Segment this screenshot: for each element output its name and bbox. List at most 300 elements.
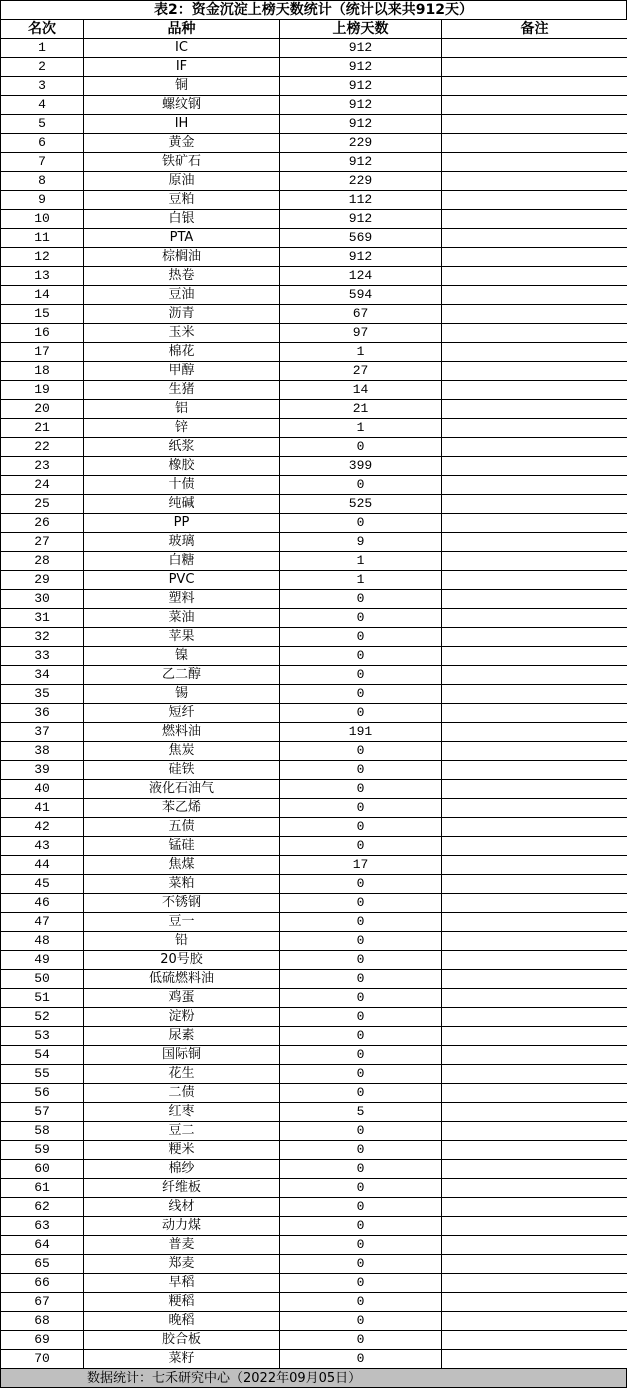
table-row bbox=[1, 457, 627, 476]
days-cell: 0 bbox=[280, 628, 442, 647]
note-cell bbox=[442, 837, 627, 856]
days-cell: 0 bbox=[280, 1198, 442, 1217]
rank-cell: 1 bbox=[1, 39, 84, 58]
rank-cell: 28 bbox=[1, 552, 84, 571]
note-cell bbox=[442, 1179, 627, 1198]
note-cell bbox=[442, 476, 627, 495]
product-cell: 铝 bbox=[84, 400, 280, 419]
days-cell: 67 bbox=[280, 305, 442, 324]
note-cell bbox=[442, 913, 627, 932]
days-cell: 0 bbox=[280, 1293, 442, 1312]
days-cell: 21 bbox=[280, 400, 442, 419]
note-cell bbox=[442, 666, 627, 685]
days-cell: 0 bbox=[280, 989, 442, 1008]
note-cell bbox=[442, 1274, 627, 1293]
rank-cell: 52 bbox=[1, 1008, 84, 1027]
product-cell: PTA bbox=[84, 229, 280, 248]
product-cell: 鸡蛋 bbox=[84, 989, 280, 1008]
note-cell bbox=[442, 134, 627, 153]
product-cell: 橡胶 bbox=[84, 457, 280, 476]
table-row bbox=[1, 1217, 627, 1236]
note-cell bbox=[442, 533, 627, 552]
table-row bbox=[1, 438, 627, 457]
rank-cell: 31 bbox=[1, 609, 84, 628]
table-row bbox=[1, 552, 627, 571]
product-cell: 焦煤 bbox=[84, 856, 280, 875]
rank-cell: 60 bbox=[1, 1160, 84, 1179]
rank-cell: 40 bbox=[1, 780, 84, 799]
table-row bbox=[1, 1293, 627, 1312]
table-row bbox=[1, 666, 627, 685]
product-cell: 白银 bbox=[84, 210, 280, 229]
days-cell: 124 bbox=[280, 267, 442, 286]
note-cell bbox=[442, 324, 627, 343]
note-cell bbox=[442, 210, 627, 229]
table-row bbox=[1, 1255, 627, 1274]
table-row bbox=[1, 115, 627, 134]
product-cell: 淀粉 bbox=[84, 1008, 280, 1027]
rank-cell: 39 bbox=[1, 761, 84, 780]
note-cell bbox=[442, 1084, 627, 1103]
days-cell: 0 bbox=[280, 818, 442, 837]
product-cell: 低硫燃料油 bbox=[84, 970, 280, 989]
days-cell: 0 bbox=[280, 476, 442, 495]
table-row bbox=[1, 704, 627, 723]
note-cell bbox=[442, 932, 627, 951]
days-cell: 0 bbox=[280, 666, 442, 685]
days-cell: 0 bbox=[280, 704, 442, 723]
rank-cell: 13 bbox=[1, 267, 84, 286]
table-row bbox=[1, 780, 627, 799]
days-cell: 0 bbox=[280, 1255, 442, 1274]
note-cell bbox=[442, 153, 627, 172]
rank-cell: 38 bbox=[1, 742, 84, 761]
rank-cell: 47 bbox=[1, 913, 84, 932]
days-cell: 0 bbox=[280, 951, 442, 970]
rank-cell: 12 bbox=[1, 248, 84, 267]
table-row bbox=[1, 324, 627, 343]
table-row bbox=[1, 1122, 627, 1141]
rank-cell: 62 bbox=[1, 1198, 84, 1217]
rank-cell: 27 bbox=[1, 533, 84, 552]
note-cell bbox=[442, 457, 627, 476]
note-cell bbox=[442, 305, 627, 324]
product-cell: 粳稻 bbox=[84, 1293, 280, 1312]
note-cell bbox=[442, 419, 627, 438]
table-row bbox=[1, 77, 627, 96]
product-cell: 豆二 bbox=[84, 1122, 280, 1141]
table-row bbox=[1, 742, 627, 761]
note-cell bbox=[442, 96, 627, 115]
rank-cell: 69 bbox=[1, 1331, 84, 1350]
table-row bbox=[1, 58, 627, 77]
rank-cell: 32 bbox=[1, 628, 84, 647]
product-cell: 苹果 bbox=[84, 628, 280, 647]
table-row bbox=[1, 400, 627, 419]
note-cell bbox=[442, 172, 627, 191]
table-row bbox=[1, 970, 627, 989]
days-cell: 0 bbox=[280, 970, 442, 989]
note-cell bbox=[442, 780, 627, 799]
rank-cell: 35 bbox=[1, 685, 84, 704]
rank-cell: 67 bbox=[1, 1293, 84, 1312]
rank-cell: 64 bbox=[1, 1236, 84, 1255]
rank-cell: 20 bbox=[1, 400, 84, 419]
product-cell: 菜粕 bbox=[84, 875, 280, 894]
note-cell bbox=[442, 552, 627, 571]
note-cell bbox=[442, 894, 627, 913]
table-row bbox=[1, 248, 627, 267]
note-cell bbox=[442, 1141, 627, 1160]
rank-cell: 4 bbox=[1, 96, 84, 115]
table-row bbox=[1, 818, 627, 837]
note-cell bbox=[442, 1293, 627, 1312]
note-cell bbox=[442, 1027, 627, 1046]
rank-cell: 24 bbox=[1, 476, 84, 495]
product-cell: 二债 bbox=[84, 1084, 280, 1103]
rank-cell: 6 bbox=[1, 134, 84, 153]
days-cell: 0 bbox=[280, 780, 442, 799]
days-cell: 0 bbox=[280, 1160, 442, 1179]
product-cell: 国际铜 bbox=[84, 1046, 280, 1065]
note-cell bbox=[442, 1103, 627, 1122]
note-cell bbox=[442, 742, 627, 761]
rank-cell: 7 bbox=[1, 153, 84, 172]
rank-cell: 5 bbox=[1, 115, 84, 134]
table-row bbox=[1, 1179, 627, 1198]
note-cell bbox=[442, 362, 627, 381]
product-cell: 硅铁 bbox=[84, 761, 280, 780]
table-row bbox=[1, 951, 627, 970]
product-cell: 棉花 bbox=[84, 343, 280, 362]
product-cell: 锰硅 bbox=[84, 837, 280, 856]
days-cell: 191 bbox=[280, 723, 442, 742]
note-cell bbox=[442, 77, 627, 96]
days-cell: 0 bbox=[280, 837, 442, 856]
table-row bbox=[1, 305, 627, 324]
days-cell: 912 bbox=[280, 153, 442, 172]
rank-cell: 30 bbox=[1, 590, 84, 609]
product-cell: PP bbox=[84, 514, 280, 533]
table-row bbox=[1, 1331, 627, 1350]
note-cell bbox=[442, 647, 627, 666]
rank-cell: 66 bbox=[1, 1274, 84, 1293]
days-cell: 0 bbox=[280, 1046, 442, 1065]
rank-cell: 56 bbox=[1, 1084, 84, 1103]
days-cell: 17 bbox=[280, 856, 442, 875]
table-row bbox=[1, 1141, 627, 1160]
note-cell bbox=[442, 343, 627, 362]
table-title: 表2：资金沉淀上榜天数统计（统计以来共912天） bbox=[0, 0, 627, 19]
rank-cell: 48 bbox=[1, 932, 84, 951]
note-cell bbox=[442, 286, 627, 305]
note-cell bbox=[442, 856, 627, 875]
note-cell bbox=[442, 438, 627, 457]
product-cell: 菜油 bbox=[84, 609, 280, 628]
header-product: 品种 bbox=[84, 20, 280, 39]
table-row bbox=[1, 1274, 627, 1293]
days-cell: 0 bbox=[280, 438, 442, 457]
note-cell bbox=[442, 609, 627, 628]
product-cell: PVC bbox=[84, 571, 280, 590]
rank-cell: 55 bbox=[1, 1065, 84, 1084]
product-cell: 郑麦 bbox=[84, 1255, 280, 1274]
table-row bbox=[1, 609, 627, 628]
rank-cell: 22 bbox=[1, 438, 84, 457]
days-cell: 0 bbox=[280, 1331, 442, 1350]
table-row bbox=[1, 172, 627, 191]
product-cell: 液化石油气 bbox=[84, 780, 280, 799]
product-cell: 不锈钢 bbox=[84, 894, 280, 913]
product-cell: 花生 bbox=[84, 1065, 280, 1084]
product-cell: 红枣 bbox=[84, 1103, 280, 1122]
days-cell: 525 bbox=[280, 495, 442, 514]
table-row bbox=[1, 761, 627, 780]
rank-cell: 43 bbox=[1, 837, 84, 856]
rank-cell: 54 bbox=[1, 1046, 84, 1065]
rank-cell: 59 bbox=[1, 1141, 84, 1160]
days-cell: 0 bbox=[280, 761, 442, 780]
rank-cell: 50 bbox=[1, 970, 84, 989]
table-row bbox=[1, 1065, 627, 1084]
product-cell: 粳米 bbox=[84, 1141, 280, 1160]
table-row bbox=[1, 913, 627, 932]
header-days: 上榜天数 bbox=[280, 20, 442, 39]
table-row bbox=[1, 875, 627, 894]
days-cell: 912 bbox=[280, 96, 442, 115]
note-cell bbox=[442, 1046, 627, 1065]
product-cell: 热卷 bbox=[84, 267, 280, 286]
product-cell: 豆粕 bbox=[84, 191, 280, 210]
table-row bbox=[1, 96, 627, 115]
table-row bbox=[1, 856, 627, 875]
days-cell: 912 bbox=[280, 248, 442, 267]
table-row bbox=[1, 381, 627, 400]
days-cell: 0 bbox=[280, 1350, 442, 1369]
table-row bbox=[1, 1236, 627, 1255]
rank-cell: 68 bbox=[1, 1312, 84, 1331]
days-cell: 229 bbox=[280, 172, 442, 191]
days-cell: 112 bbox=[280, 191, 442, 210]
table-row bbox=[1, 685, 627, 704]
rank-cell: 14 bbox=[1, 286, 84, 305]
rank-cell: 70 bbox=[1, 1350, 84, 1369]
product-cell: 锌 bbox=[84, 419, 280, 438]
note-cell bbox=[442, 1236, 627, 1255]
table-row bbox=[1, 533, 627, 552]
note-cell bbox=[442, 761, 627, 780]
note-cell bbox=[442, 951, 627, 970]
note-cell bbox=[442, 590, 627, 609]
rank-cell: 3 bbox=[1, 77, 84, 96]
days-cell: 0 bbox=[280, 913, 442, 932]
table-row bbox=[1, 210, 627, 229]
product-cell: 塑料 bbox=[84, 590, 280, 609]
table-row bbox=[1, 837, 627, 856]
rank-cell: 25 bbox=[1, 495, 84, 514]
note-cell bbox=[442, 495, 627, 514]
days-cell: 0 bbox=[280, 1141, 442, 1160]
days-cell: 594 bbox=[280, 286, 442, 305]
header-rank: 名次 bbox=[1, 20, 84, 39]
rank-cell: 16 bbox=[1, 324, 84, 343]
table-row bbox=[1, 419, 627, 438]
table-row bbox=[1, 267, 627, 286]
product-cell: 甲醇 bbox=[84, 362, 280, 381]
product-cell: 纯碱 bbox=[84, 495, 280, 514]
table-row bbox=[1, 153, 627, 172]
rank-cell: 17 bbox=[1, 343, 84, 362]
product-cell: 棕榈油 bbox=[84, 248, 280, 267]
rank-cell: 58 bbox=[1, 1122, 84, 1141]
note-cell bbox=[442, 628, 627, 647]
table-row bbox=[1, 628, 627, 647]
table-row bbox=[1, 134, 627, 153]
note-cell bbox=[442, 1331, 627, 1350]
note-cell bbox=[442, 267, 627, 286]
product-cell: 五债 bbox=[84, 818, 280, 837]
days-cell: 0 bbox=[280, 1008, 442, 1027]
table-row bbox=[1, 1350, 627, 1369]
rank-cell: 57 bbox=[1, 1103, 84, 1122]
rank-cell: 49 bbox=[1, 951, 84, 970]
rank-cell: 26 bbox=[1, 514, 84, 533]
table-row bbox=[1, 514, 627, 533]
days-cell: 399 bbox=[280, 457, 442, 476]
note-cell bbox=[442, 799, 627, 818]
product-cell: 豆一 bbox=[84, 913, 280, 932]
product-cell: 早稻 bbox=[84, 1274, 280, 1293]
table-row bbox=[1, 476, 627, 495]
note-cell bbox=[442, 514, 627, 533]
table-row bbox=[1, 723, 627, 742]
product-cell: 20号胶 bbox=[84, 951, 280, 970]
table-row bbox=[1, 191, 627, 210]
rank-cell: 11 bbox=[1, 229, 84, 248]
rank-cell: 44 bbox=[1, 856, 84, 875]
days-cell: 97 bbox=[280, 324, 442, 343]
table-row bbox=[1, 647, 627, 666]
product-cell: 铜 bbox=[84, 77, 280, 96]
table-row bbox=[1, 989, 627, 1008]
note-cell bbox=[442, 248, 627, 267]
product-cell: 普麦 bbox=[84, 1236, 280, 1255]
table-row bbox=[1, 932, 627, 951]
note-cell bbox=[442, 115, 627, 134]
days-cell: 9 bbox=[280, 533, 442, 552]
ranking-table bbox=[0, 19, 627, 1369]
note-cell bbox=[442, 1065, 627, 1084]
rank-cell: 2 bbox=[1, 58, 84, 77]
days-cell: 0 bbox=[280, 1179, 442, 1198]
days-cell: 0 bbox=[280, 1122, 442, 1141]
table-row bbox=[1, 799, 627, 818]
note-cell bbox=[442, 1008, 627, 1027]
days-cell: 0 bbox=[280, 1312, 442, 1331]
note-cell bbox=[442, 229, 627, 248]
product-cell: IF bbox=[84, 58, 280, 77]
product-cell: 苯乙烯 bbox=[84, 799, 280, 818]
table-row bbox=[1, 286, 627, 305]
days-cell: 0 bbox=[280, 1084, 442, 1103]
days-cell: 912 bbox=[280, 210, 442, 229]
days-cell: 0 bbox=[280, 647, 442, 666]
days-cell: 912 bbox=[280, 39, 442, 58]
note-cell bbox=[442, 1312, 627, 1331]
product-cell: 锡 bbox=[84, 685, 280, 704]
days-cell: 0 bbox=[280, 875, 442, 894]
footer-note: 数据统计：七禾研究中心（2022年09月05日） bbox=[0, 1369, 627, 1388]
table-row bbox=[1, 1027, 627, 1046]
days-cell: 1 bbox=[280, 343, 442, 362]
table-row bbox=[1, 495, 627, 514]
days-cell: 1 bbox=[280, 571, 442, 590]
note-cell bbox=[442, 1160, 627, 1179]
note-cell bbox=[442, 400, 627, 419]
rank-cell: 33 bbox=[1, 647, 84, 666]
days-cell: 0 bbox=[280, 742, 442, 761]
days-cell: 0 bbox=[280, 514, 442, 533]
note-cell bbox=[442, 723, 627, 742]
product-cell: 动力煤 bbox=[84, 1217, 280, 1236]
days-cell: 0 bbox=[280, 894, 442, 913]
product-cell: 生猪 bbox=[84, 381, 280, 400]
note-cell bbox=[442, 58, 627, 77]
days-cell: 0 bbox=[280, 1236, 442, 1255]
note-cell bbox=[442, 381, 627, 400]
note-cell bbox=[442, 989, 627, 1008]
rank-cell: 29 bbox=[1, 571, 84, 590]
product-cell: 焦炭 bbox=[84, 742, 280, 761]
note-cell bbox=[442, 1255, 627, 1274]
rank-cell: 65 bbox=[1, 1255, 84, 1274]
rank-cell: 51 bbox=[1, 989, 84, 1008]
product-cell: 豆油 bbox=[84, 286, 280, 305]
product-cell: 白糖 bbox=[84, 552, 280, 571]
days-cell: 5 bbox=[280, 1103, 442, 1122]
rank-cell: 19 bbox=[1, 381, 84, 400]
note-cell bbox=[442, 970, 627, 989]
product-cell: 铁矿石 bbox=[84, 153, 280, 172]
note-cell bbox=[442, 1198, 627, 1217]
days-cell: 0 bbox=[280, 590, 442, 609]
note-cell bbox=[442, 818, 627, 837]
table-row bbox=[1, 1198, 627, 1217]
days-cell: 912 bbox=[280, 115, 442, 134]
rank-cell: 46 bbox=[1, 894, 84, 913]
rank-cell: 53 bbox=[1, 1027, 84, 1046]
product-cell: 短纤 bbox=[84, 704, 280, 723]
rank-cell: 45 bbox=[1, 875, 84, 894]
note-cell bbox=[442, 1217, 627, 1236]
days-cell: 0 bbox=[280, 685, 442, 704]
rank-cell: 37 bbox=[1, 723, 84, 742]
rank-cell: 9 bbox=[1, 191, 84, 210]
rank-cell: 18 bbox=[1, 362, 84, 381]
note-cell bbox=[442, 191, 627, 210]
product-cell: 十债 bbox=[84, 476, 280, 495]
note-cell bbox=[442, 1122, 627, 1141]
table-body bbox=[1, 39, 627, 1369]
table-row bbox=[1, 1084, 627, 1103]
header-row bbox=[1, 20, 627, 39]
rank-cell: 21 bbox=[1, 419, 84, 438]
days-cell: 912 bbox=[280, 77, 442, 96]
note-cell bbox=[442, 39, 627, 58]
product-cell: 晚稻 bbox=[84, 1312, 280, 1331]
note-cell bbox=[442, 704, 627, 723]
rank-cell: 23 bbox=[1, 457, 84, 476]
